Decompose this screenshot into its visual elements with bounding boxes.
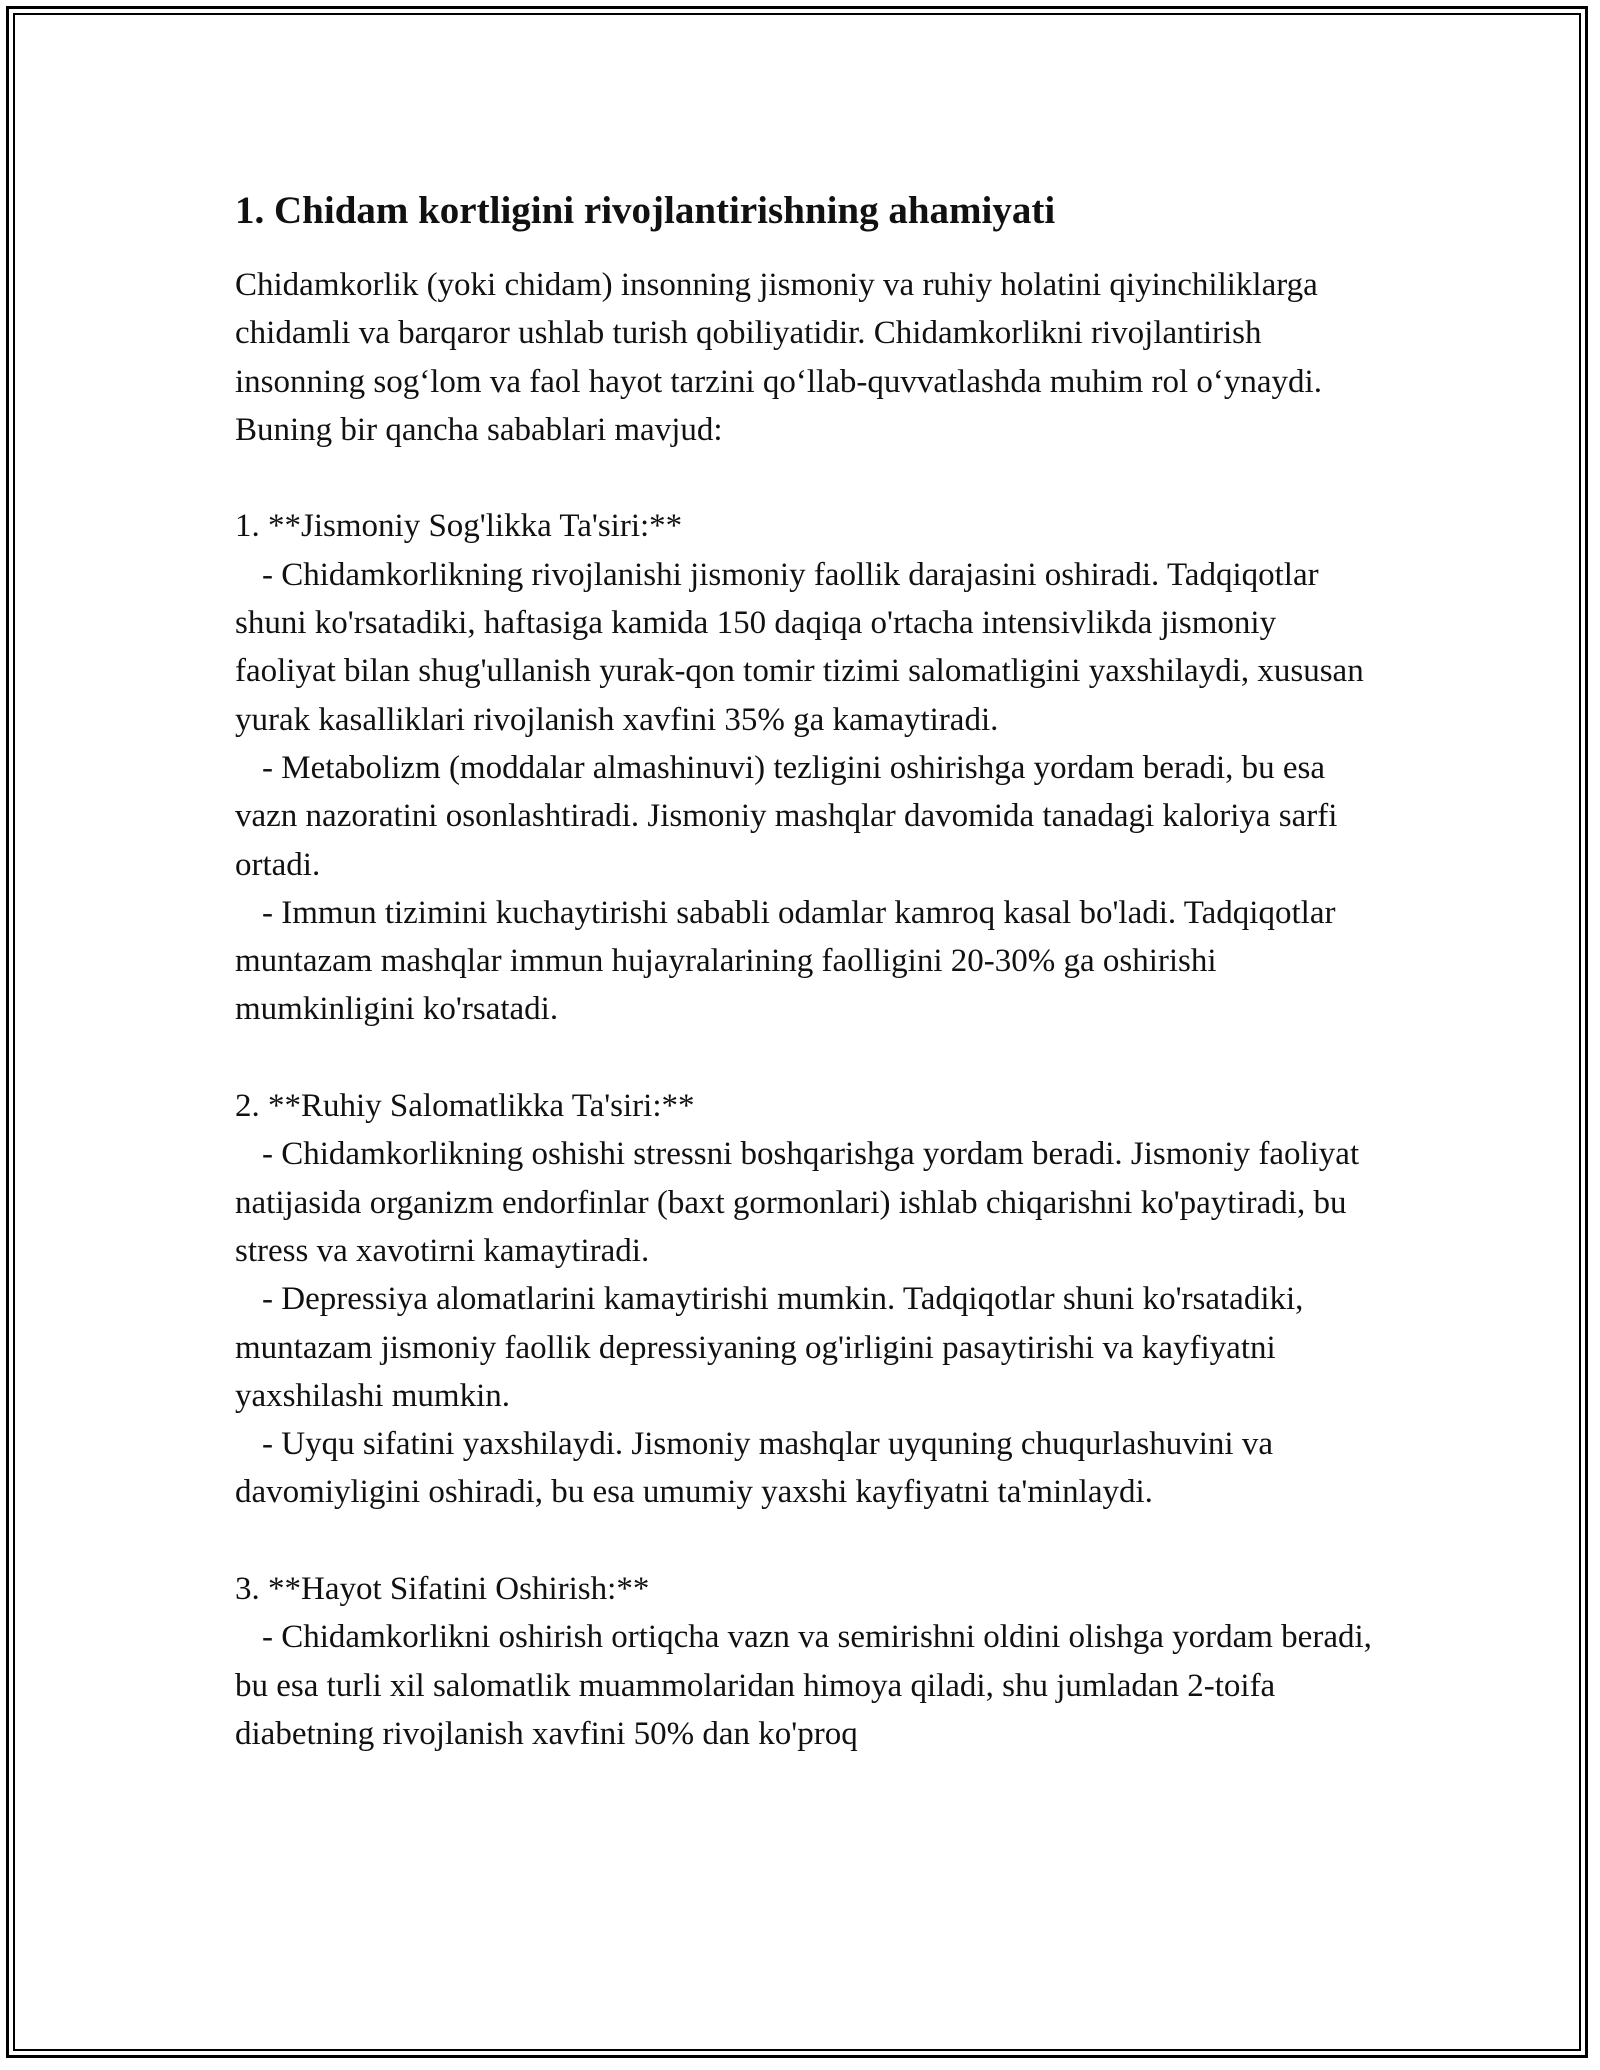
paragraph-gap [235,454,1380,502]
bullet-item: - Metabolizm (moddalar almashinuvi) tezligini oshirishga yordam beradi, bu esa vazn nazoratini osonlashtiradi. Jismoniy mashqlar davomida tanadagi kaloriya sarfi ortadi. [235,749,1338,883]
section-quality-of-life [235,1565,1380,1758]
bullet-item: - Chidamkorlikni oshirish ortiqcha vazn va semirishni oldini olishga yordam beradi, bu esa turli xil salomatlik muammolaridan himoya qiladi, shu jumladan 2-toifa diabetning rivojlanish xavfini 50% dan ko'proq [235,1619,1372,1752]
intro-paragraph: Chidamkorlik (yoki chidam) insonning jismoniy va ruhiy holatini qiyinchiliklarga chidamli va barqaror ushlab turish qobiliyatidir. Chidamkorlikni rivojlantirish insonning sog‘lom va faol hayot tarzini qo‘llab-quvvatlashda muhim rol o‘ynaydi. Buning bir qancha sabablari mavjud: [235,267,1322,448]
document-title: 1. Chidam kortligini rivojlantirishning ahamiyati [235,189,1056,232]
section-physical-health [235,502,1380,1033]
paragraph-gap [235,1034,1380,1082]
section-mental-health [235,1082,1380,1517]
bullet-item: - Chidamkorlikning rivojlanishi jismoniy faollik darajasini oshiradi. Tadqiqotlar shuni ko'rsatadiki, haftasiga kamida 150 daqiqa o'rtacha intensivlikda jismoniy faoliyat bilan shug'ullanish yurak-qon tomir tizimi salomatligini yaxshilaydi, xususan yurak kasalliklari rivojlanish xavfini 35% ga kamaytiradi. [235,556,1364,738]
bullet-item: - Depressiya alomatlarini kamaytirishi mumkin. Tadqiqotlar shuni ko'rsatadiki, muntazam jismoniy faollik depressiyaning og'irligini pasaytirishi va kayfiyatni yaxshilashi mumkin. [235,1281,1304,1414]
bullet-item: - Immun tizimini kuchaytirishi sababli odamlar kamroq kasal bo'ladi. Tadqiqotlar muntazam mashqlar immun hujayralarining faolligini 20-30% ga oshirishi mumkinligini ko'rsatadi. [235,894,1336,1028]
bullet-item: - Chidamkorlikning oshishi stressni boshqarishga yordam beradi. Jismoniy faoliyat natijasida organizm endorfinlar (baxt gormonlari) ishlab chiqarishni ko'paytiradi, bu stress va xavotirni kamaytiradi. [235,1136,1360,1269]
section-heading: 2. **Ruhiy Salomatlikka Ta'siri:** [235,1088,695,1125]
paragraph-gap [235,1517,1380,1565]
document-body [235,185,1380,1758]
section-heading: 3. **Hayot Sifatini Oshirish:** [235,1571,650,1608]
section-heading: 1. **Jismoniy Sog'likka Ta'siri:** [235,508,683,545]
bullet-item: - Uyqu sifatini yaxshilaydi. Jismoniy mashqlar uyquning chuqurlashuvini va davomiyligini oshiradi, bu esa umumiy yaxshi kayfiyatni ta'minlaydi. [235,1426,1273,1511]
